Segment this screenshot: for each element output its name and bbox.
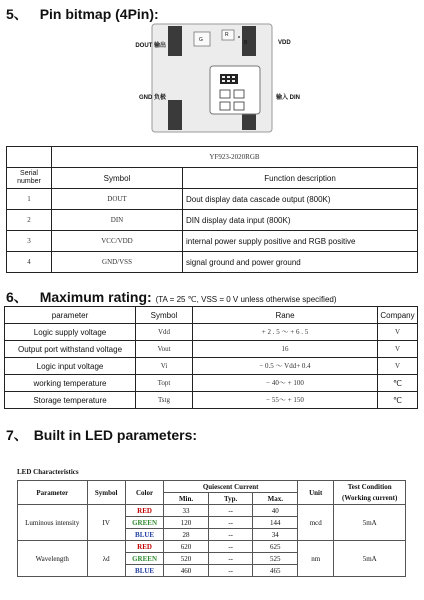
table-row: Storage temperature Tstg − 55～ + 150 ℃ [5, 392, 418, 409]
section-5-number: 5、 [6, 6, 28, 22]
unit-header: Company [378, 307, 418, 324]
pin-vdd-label: VDD [278, 40, 291, 46]
die-b-label: B [244, 40, 248, 46]
led-symbol-header: Symbol [87, 481, 125, 505]
min-header: Min. [164, 493, 209, 505]
section-6-title: Maximum rating: [39, 289, 152, 305]
table-row: GREEN 520 -- 525 [18, 553, 406, 565]
typ-header: Typ. [208, 493, 253, 505]
table-row: 2 DIN DIN display data input (800K) [7, 210, 418, 231]
test-condition-header: Test Condition [334, 481, 406, 493]
pin-dout-label: DOUT 输出 [135, 43, 166, 49]
working-current-header: (Working current) [334, 493, 406, 505]
table-row: GREEN 120 -- 144 [18, 517, 406, 529]
table-row: working temperature Topt − 40～ + 100 ℃ [5, 375, 418, 392]
symbol-header: Symbol [52, 168, 183, 189]
table-row: Logic supply voltage Vdd + 2 . 5 ～ + 6 . 5 V [5, 324, 418, 341]
die-g-label: G [199, 37, 203, 43]
table-row: Logic input voltage Vi − 0.5 ～ Vdd+ 0.4 V [5, 358, 418, 375]
table-row: 3 VCC/VDD internal power supply positive and RGB positive [7, 231, 418, 252]
pin-gnd-label: GND 负极 [138, 95, 166, 101]
chip-diagram [150, 22, 274, 134]
model-name: YF923-2020RGB [52, 147, 418, 168]
table-row: 1 DOUT Dout display data cascade output (800K) [7, 189, 418, 210]
led-parameter-header: Parameter [18, 481, 88, 505]
pin-table [6, 146, 418, 273]
section-5-heading [6, 4, 159, 24]
table-row: Luminous intensity IV RED 33 -- 40 mcd 5mA [18, 505, 406, 517]
section-6-number: 6、 [6, 289, 28, 305]
range-header: Rane [193, 307, 378, 324]
max-header: Max. [253, 493, 298, 505]
section-7-heading [6, 425, 197, 445]
section-6-heading [6, 287, 337, 307]
rating-table [4, 306, 418, 409]
chip-drawing [150, 22, 274, 134]
led-table-caption: LED Characteristics [17, 468, 79, 476]
section-7-title: Built in LED parameters: [33, 427, 198, 443]
table-row: Wavelength λd RED 620 -- 625 nm 5mA [18, 541, 406, 553]
led-unit-header: Unit [298, 481, 334, 505]
quiescent-header: Quiescent Current [164, 481, 298, 493]
table-row: 4 GND/VSS signal ground and power ground [7, 252, 418, 273]
die-r-label: R [225, 32, 229, 38]
pin-din-label: 输入 DIN [276, 95, 301, 101]
parameter-header: parameter [5, 307, 136, 324]
serial-header: Serial number [7, 168, 52, 189]
section-5-title: Pin bitmap (4Pin): [39, 6, 159, 22]
section-7-number: 7、 [6, 427, 28, 443]
table-row: BLUE 28 -- 34 [18, 529, 406, 541]
table-row: Output port withstand voltage Vout 16 V [5, 341, 418, 358]
section-6-note: (TA = 25 ℃, VSS = 0 V unless otherwise specified) [155, 295, 337, 304]
led-table [17, 480, 406, 577]
table-row: BLUE 460 -- 465 [18, 565, 406, 577]
led-color-header: Color [125, 481, 163, 505]
symbol-header: Symbol [136, 307, 193, 324]
function-header: Function description [183, 168, 418, 189]
